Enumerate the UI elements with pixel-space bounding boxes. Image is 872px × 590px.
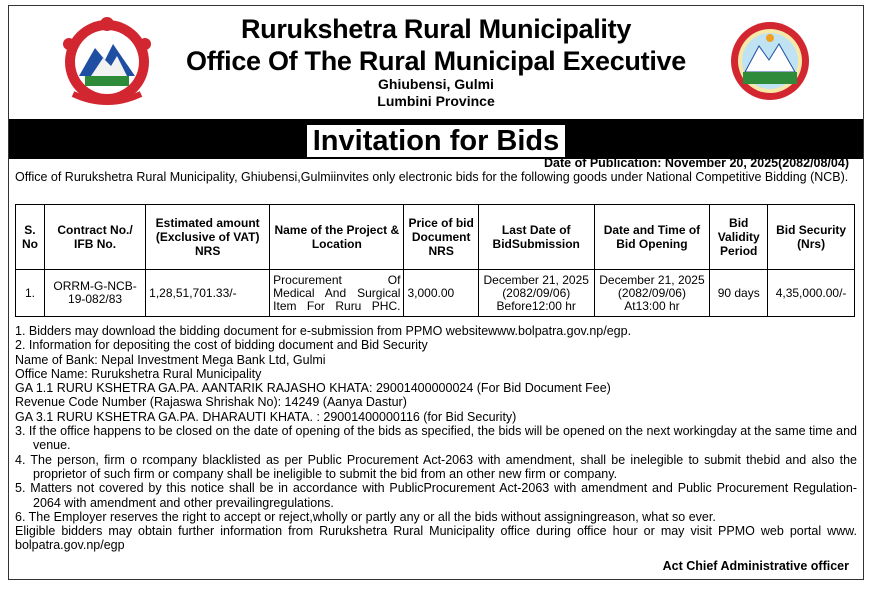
- note-6: 6. The Employer reserves the right to accept or reject,wholly or partly any or all the bids without assigningreason, what so ever.: [15, 509, 716, 524]
- header-estimated-amount: Estimated amount (Exclusive of VAT) NRS: [146, 205, 270, 270]
- cell-last-date: [478, 270, 594, 317]
- municipality-logo-icon: [729, 16, 811, 106]
- last-date-time: Before12:00 hr: [496, 298, 576, 313]
- intro-paragraph: Office of Rurukshetra Rural Municipality, Ghiubensi,Gulmiinvites only electronic bids for the following goods under National Competitive Bidding (NCB).: [15, 170, 849, 184]
- header-security: Bid Security (Nrs): [768, 205, 855, 270]
- header-project: Name of the Project & Location: [270, 205, 404, 270]
- note-1: 1. Bidders may download the bidding document for e-submission from PPMO websitewww.bolpatra.gov.np/egp.: [15, 324, 632, 338]
- opening-time: At13:00 hr: [624, 298, 680, 313]
- header-contract-no: Contract No./ IFB No.: [44, 205, 145, 270]
- bids-table: [15, 204, 855, 317]
- header-last-date: Last Date of BidSubmission: [478, 205, 594, 270]
- address-line: Ghiubensi, Gulmi: [378, 76, 494, 92]
- notice-page: [8, 5, 864, 580]
- revenue-code: Revenue Code Number (Rajaswa Shrishak No): 14249 (Aanya Dastur): [15, 395, 407, 410]
- last-date-text: December 21, 2025 (2082/09/06): [483, 272, 589, 300]
- note-5: 5. Matters not covered by this notice shall be in accordance with PublicProcurement Act-2063 with amendment and Public Procurement Regulation-2064 with amendment and other prevailingregulations.: [15, 481, 857, 510]
- signature-line: Act Chief Administrative officer: [662, 559, 849, 573]
- publication-date: Date of Publication: November 20, 2025(2082/08/04): [544, 156, 849, 170]
- table-header-row: [16, 205, 855, 270]
- eligibility-note: Eligible bidders may obtain further information from Rurukshetra Rural Municipality office during office hour or may visit PPMO web portal www. bolpatra.gov.np/egp: [15, 524, 857, 553]
- ga-account-1: GA 1.1 RURU KSHETRA GA.PA. AANTARIK RAJASHO KHATA: 29001400000024 (For Bid Document Fee): [15, 381, 611, 396]
- cell-opening: [594, 270, 710, 317]
- header-sno: S. No: [16, 205, 45, 270]
- cell-contract-no: ORRM-G-NCB-19-082/83: [44, 270, 145, 317]
- notice-header: [9, 6, 863, 116]
- header-validity: Bid Validity Period: [710, 205, 768, 270]
- office-name-line: Office Name: Rurukshetra Rural Municipality: [15, 366, 262, 381]
- cell-estimated-amount: 1,28,51,701.33/-: [146, 270, 270, 317]
- table-row: [16, 270, 855, 317]
- office-name: Office Of The Rural Municipal Executive: [186, 46, 686, 76]
- cell-security: 4,35,000.00/-: [768, 270, 855, 317]
- municipality-name: Rurukshetra Rural Municipality: [240, 14, 632, 44]
- cell-doc-price: 3,000.00: [404, 270, 478, 317]
- note-4: 4. The person, firm o rcompany blacklisted as per Public Procurement Act-2063 with amendment, shall be inelegible to submit thebid and also the proprietor of such firm or company shall be ineligible to submit the bid from an other new firm or company.: [15, 452, 857, 481]
- cell-sno: 1.: [16, 270, 45, 317]
- notes-section: [15, 324, 857, 553]
- note-2: 2. Information for depositing the cost of bidding document and Bid Security: [15, 338, 428, 353]
- cell-project: [270, 270, 404, 317]
- notice-title: Invitation for Bids: [9, 123, 863, 159]
- ga-account-3: GA 3.1 RURU KSHETRA GA.PA. DHARAUTI KHATA. : 29001400000116 (for Bid Security): [15, 409, 517, 424]
- header-doc-price: Price of bid Document NRS: [404, 205, 478, 270]
- note-3: 3. If the office happens to be closed on the date of opening of the bids as specified, the bids will be opened on the next workingday at the same time and venue.: [15, 424, 857, 453]
- cell-validity: 90 days: [710, 270, 768, 317]
- bank-name: Name of Bank: Nepal Investment Mega Bank Ltd, Gulmi: [15, 352, 326, 367]
- project-text: Procurement Of Medical And Surgical Item For Ruru PHC.: [273, 272, 401, 313]
- province-line: Lumbini Province: [377, 93, 495, 109]
- opening-date-text: December 21, 2025 (2082/09/06): [599, 272, 705, 300]
- header-opening: Date and Time of Bid Opening: [594, 205, 710, 270]
